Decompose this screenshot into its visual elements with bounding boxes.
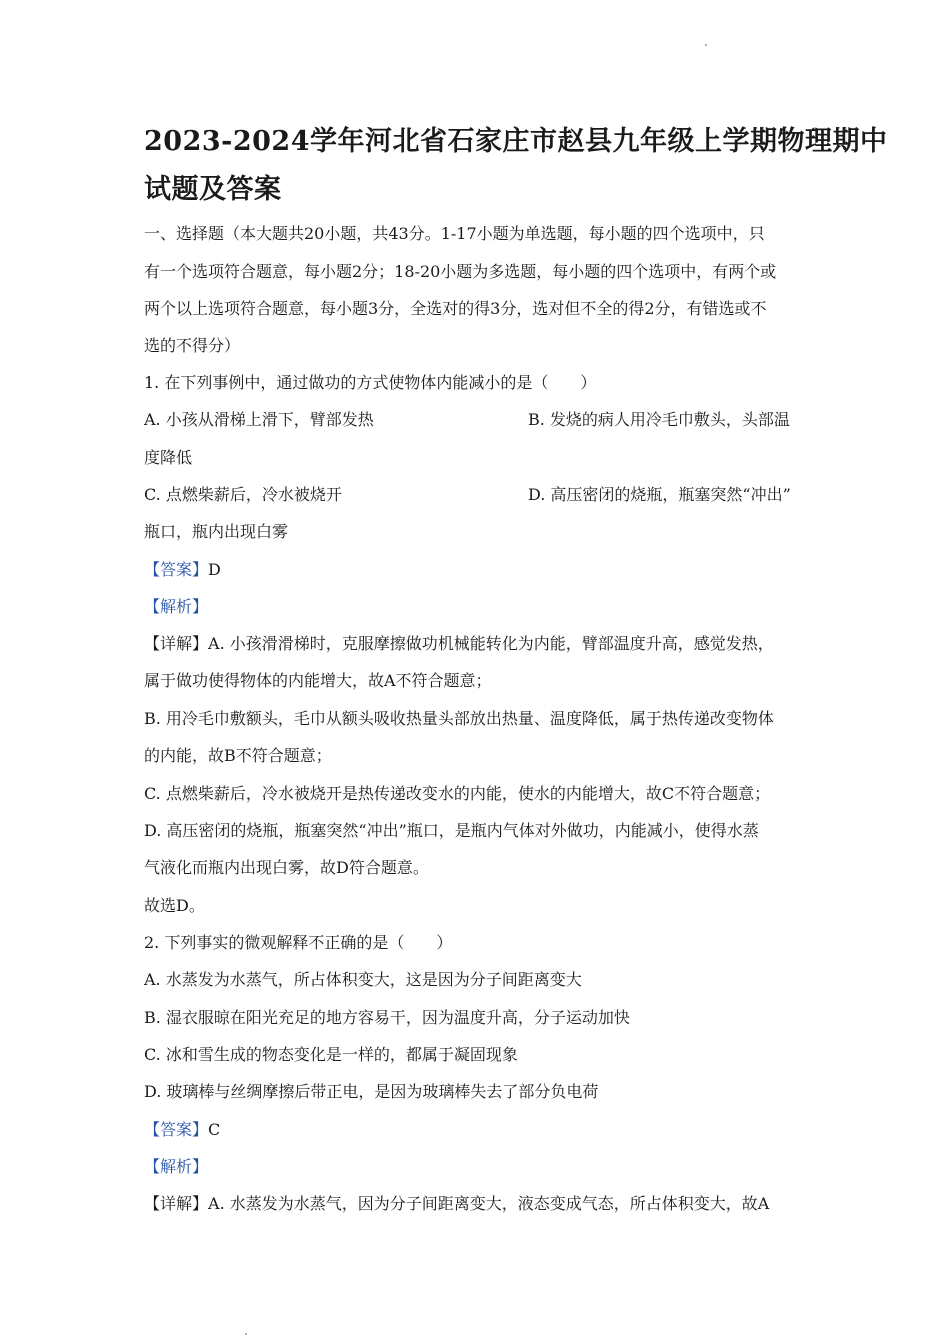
- question-1-option-a: A. 小孩从滑梯上滑下，臂部发热: [144, 410, 374, 429]
- question-1-detail-line: D. 高压密闭的烧瓶，瓶塞突然“冲出”瓶口，是瓶内气体对外做功，内能减小，使得水蒸: [144, 821, 759, 840]
- question-2-option-d: D. 玻璃棒与丝绸摩擦后带正电，是因为玻璃棒失去了部分负电荷: [144, 1082, 599, 1101]
- question-1-stem: 1. 在下列事例中，通过做功的方式使物体内能减小的是（ ）: [144, 373, 597, 392]
- question-1-conclusion: 故选D。: [144, 896, 205, 915]
- question-2-option-c: C. 冰和雪生成的物态变化是一样的，都属于凝固现象: [144, 1045, 518, 1064]
- answer-value: D: [208, 560, 221, 579]
- question-1-detail-line: [144, 636, 774, 652]
- detail-text: A. 水蒸发为水蒸气，因为分子间距离变大，液态变成气态，所占体积变大，故A: [208, 1194, 770, 1213]
- question-1-option-b-continued: 度降低: [144, 448, 193, 467]
- answer-tag: 【答案】: [144, 560, 209, 579]
- question-2-option-a: A. 水蒸发为水蒸气，所占体积变大，这是因为分子间距离变大: [144, 970, 582, 989]
- scan-speck: [245, 1333, 247, 1335]
- question-2-answer: [144, 1122, 220, 1138]
- detail-tag: 【详解】: [144, 1194, 209, 1213]
- analysis-tag: 【解析】: [144, 1157, 209, 1176]
- detail-tag: 【详解】: [144, 634, 209, 653]
- question-1-option-c: C. 点燃柴薪后，冷水被烧开: [144, 485, 342, 504]
- question-1-detail-line: C. 点燃柴薪后，冷水被烧开是热传递改变水的内能，使水的内能增大，故C不符合题意；: [144, 784, 771, 803]
- question-1-option-d: D. 高压密闭的烧瓶，瓶塞突然“冲出”: [528, 485, 791, 504]
- section-instructions-line: 有一个选项符合题意，每小题2分；18-20小题为多选题，每小题的四个选项中，有两个或: [144, 262, 777, 281]
- answer-tag: 【答案】: [144, 1120, 209, 1139]
- question-1-detail-line: 气液化而瓶内出现白雾，故D符合题意。: [144, 858, 429, 877]
- section-instructions-line: 一、选择题（本大题共20小题，共43分。1-17小题为单选题，每小题的四个选项中，只: [144, 224, 765, 243]
- question-2-analysis-tag: [144, 1159, 208, 1175]
- answer-value: C: [208, 1120, 221, 1139]
- question-1-answer: [144, 562, 221, 578]
- document-title-line-2: 试题及答案: [144, 174, 282, 205]
- analysis-tag: 【解析】: [144, 597, 209, 616]
- question-2-detail-line: [144, 1196, 769, 1212]
- question-1-option-d-continued: 瓶口，瓶内出现白雾: [144, 522, 289, 541]
- detail-text: A. 小孩滑滑梯时，克服摩擦做功机械能转化为内能，臂部温度升高，感觉发热，: [208, 634, 774, 653]
- question-1-analysis-tag: [144, 599, 208, 615]
- question-1-detail-line: B. 用冷毛巾敷额头，毛巾从额头吸收热量头部放出热量、温度降低，属于热传递改变物体: [144, 709, 774, 728]
- question-1-option-b: B. 发烧的病人用冷毛巾敷头，头部温: [528, 410, 790, 429]
- scan-speck: [705, 44, 707, 46]
- question-1-detail-line: 属于做功使得物体的内能增大，故A不符合题意；: [144, 671, 492, 690]
- document-title-line-1: 2023-2024学年河北省石家庄市赵县九年级上学期物理期中: [144, 126, 888, 157]
- section-instructions-line: 两个以上选项符合题意，每小题3分，全选对的得3分，选对但不全的得2分，有错选或不: [144, 299, 767, 318]
- question-1-detail-line: 的内能，故B不符合题意；: [144, 746, 332, 765]
- question-2-option-b: B. 湿衣服晾在阳光充足的地方容易干，因为温度升高，分子运动加快: [144, 1008, 630, 1027]
- question-2-stem: 2. 下列事实的微观解释不正确的是（ ）: [144, 933, 453, 952]
- section-instructions-line: 选的不得分）: [144, 336, 241, 355]
